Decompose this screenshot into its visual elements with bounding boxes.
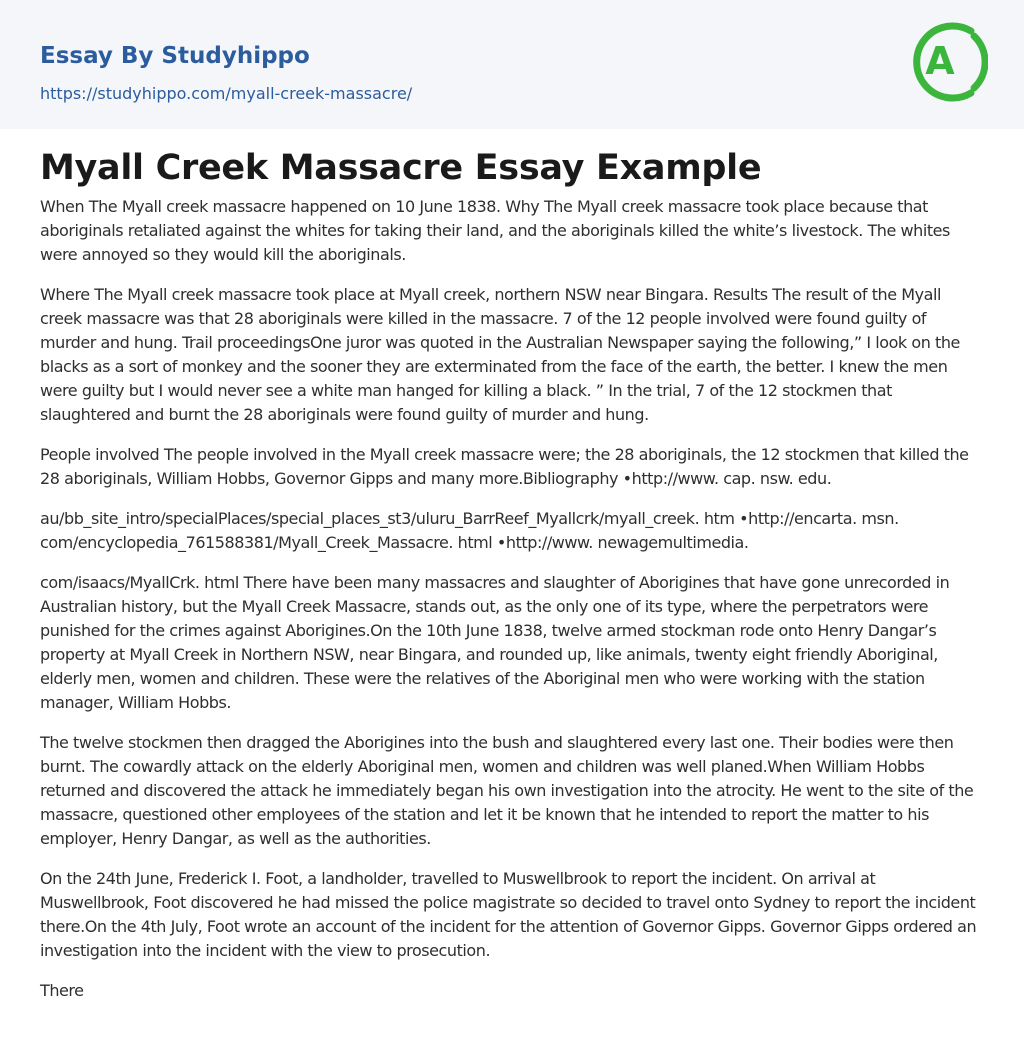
article — [40, 147, 986, 1019]
page-url-link[interactable]: https://studyhippo.com/myall-creek-massacre/ — [40, 84, 413, 103]
paragraph: People involved The people involved in the Myall creek massacre were; the 28 aboriginals, the 12 stockmen that killed the 28 aboriginals, William Hobbs, Governor Gipps and many more.Bibliography •http://www. cap. nsw. edu. — [40, 445, 969, 488]
paragraph: When The Myall creek massacre happened on 10 June 1838. Why The Myall creek massacre took place because that aboriginals retaliated against the whites for taking their land, and the aboriginals killed the white’s livestock. The whites were annoyed so they would kill the aboriginals. — [40, 197, 950, 264]
page-title: Myall Creek Massacre Essay Example — [40, 148, 762, 188]
paragraph: au/bb_site_intro/specialPlaces/special_places_st3/uluru_BarrReef_Myallcrk/myall_creek. htm •http://encarta. msn. com/encyclopedia_761588381/Myall_Creek_Massacre. html •http://www. newagemultimedia. — [40, 509, 899, 552]
paragraph: On the 24th June, Frederick I. Foot, a landholder, travelled to Muswellbrook to report the incident. On arrival at Muswellbrook, Foot discovered he had missed the police magistrate so decided to travel onto Sydney to report the incident there.On the 4th July, Foot wrote an account of the incident for the attention of Governor Gipps. Governor Gipps ordered an investigation into the incident with the view to prosecution. — [40, 869, 977, 960]
paragraph: There — [40, 981, 84, 1000]
paragraph: com/isaacs/MyallCrk. html There have been many massacres and slaughter of Aborigines that have gone unrecorded in Australian history, but the Myall Creek Massacre, stands out, as the only one of its type, where the perpetrators were punished for the crimes against Aborigines.On the 10th June 1838, twelve armed stockman rode onto Henry Dangar’s property at Myall Creek in Northern NSW, near Bingara, and rounded up, like animals, twenty eight friendly Aboriginal, elderly men, women and children. These were the relatives of the Aboriginal men who were working with the station manager, William Hobbs. — [40, 573, 950, 712]
paragraph: Where The Myall creek massacre took place at Myall creek, northern NSW near Bingara. Results The result of the Myall creek massacre was that 28 aboriginals were killed in the massacre. 7 of the 12 people involved were found guilty of murder and hung. Trail proceedingsOne juror was quoted in the Australian Newspaper saying the following,” I look on the blacks as a sort of monkey and the sooner they are exterminated from the face of the earth, the better. I knew the men were guilty but I would never see a white man hanged for killing a black. ” In the trial, 7 of the 12 stockmen that slaughtered and burnt the 28 aboriginals were found guilty of murder and hung. — [40, 285, 960, 424]
paragraph: The twelve stockmen then dragged the Aborigines into the bush and slaughtered every last one. Their bodies were then burnt. The cowardly attack on the elderly Aboriginal men, women and children was well planed.When William Hobbs returned and discovered the attack he immediately began his own investigation into the atrocity. He went to the site of the massacre, questioned other employees of the station and let it be known that he intended to report the matter to his employer, Henry Dangar, as well as the authorities. — [40, 733, 974, 848]
studyhippo-logo-icon[interactable] — [908, 18, 988, 106]
logo-letter: A — [925, 39, 955, 83]
site-header — [0, 0, 1024, 129]
site-title[interactable]: Essay By Studyhippo — [40, 43, 310, 69]
